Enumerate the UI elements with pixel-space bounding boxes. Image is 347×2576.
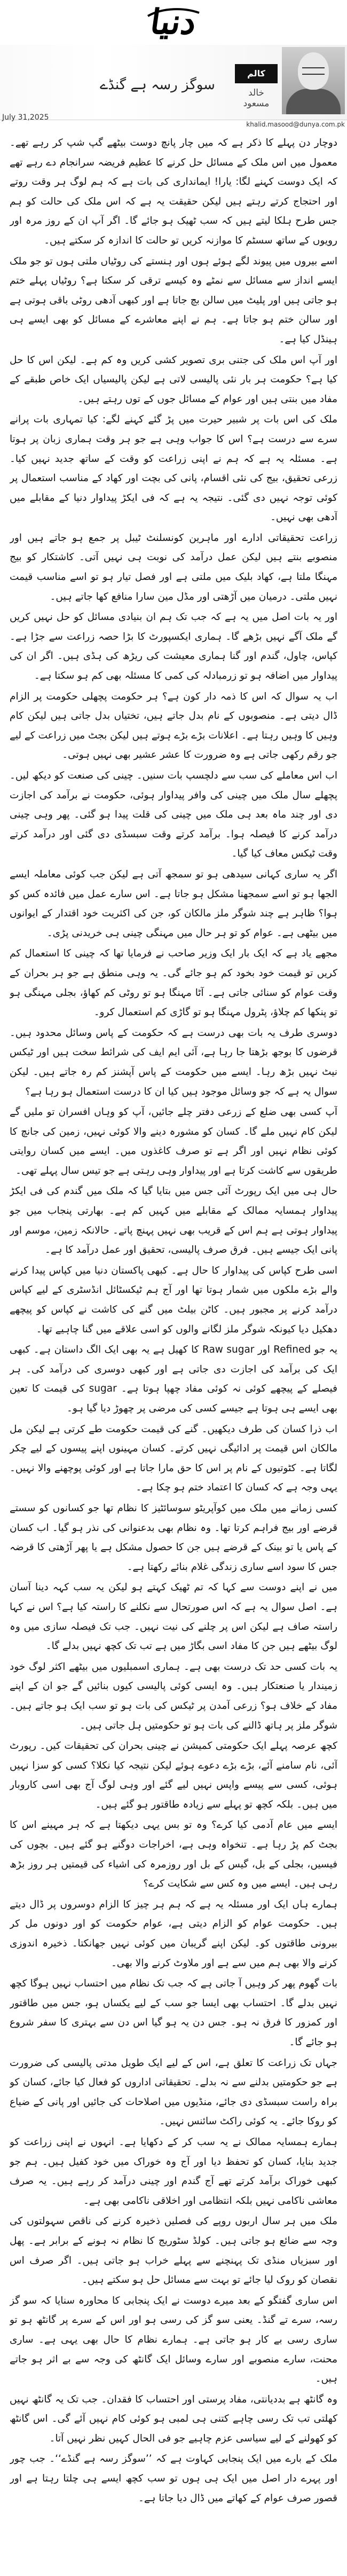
article-paragraph: کسی زمانے میں ملک میں کوآپریٹو سوسائٹیز کا نظام تھا جو کسانوں کو سستے قرضے اور بیج فراہم کرتا تھا۔ وہ نظام بھی بدعنوانی کی نذر ہو گیا۔ اب کسان کے پاس یا تو بینک کے قرضے ہیں جن کا حصول مشکل ہے یا پھر آڑھتی کا قرضہ جس کا سود اسے ساری زندگی غلام بنائے رکھتا ہے۔ bbox=[10, 1502, 337, 1573]
article-paragraph: ملک کے بارے میں ایک پنجابی کہاوت ہے کہ ’’سوگز رسہ ہے گنڈے‘‘۔ جب چور اور پہرے دار اصل میں ایک ہی ہوں تو سب کچھ ایسے ہی چلتا رہتا ہے اور قصور صرف عوام کے کھاتے میں ڈال دیا جاتا ہے۔ bbox=[10, 2453, 337, 2504]
article-paragraph: بات گھوم پھر کر وہیں آ جاتی ہے کہ جب تک نظام میں احتساب نہیں ہوگا کچھ نہیں بدلے گا۔ احتساب بھی ایسا جو سب کے لیے یکساں ہو، جس میں طاقتور اور کمزور کا فرق نہ ہو۔ جس دن یہ ہو گیا اس دن سے بہتری کا سفر شروع ہو جائے گا۔ bbox=[10, 1978, 337, 2048]
article-paragraph: اس ساری گفتگو کے بعد میرے دوست نے ایک پنجابی کا محاورہ سنایا کہ سو گز رسہ، سرے تے گنڈ۔ یعنی سو گز کی رسی ہو اور اس کے سرے پر گانٹھ ہو تو ساری رسی بے کار ہو جاتی ہے۔ ہمارے نظام کا حال بھی یہی ہے۔ ساری محنت، سارے منصوبے اور سارے وسائل ایک گانٹھ کی وجہ سے بے اثر ہو جاتے ہیں۔ bbox=[10, 2295, 337, 2385]
article-paragraph: آپ کسی بھی ضلع کے زرعی دفتر چلے جائیں، آپ کو وہاں افسران تو ملیں گے لیکن کام نہیں ملے گا۔ کسان کو مشورہ دینے والا کوئی نہیں، زمین کی جانچ کا کوئی نظام نہیں اور اگر ہے تو صرف کاغذوں میں۔ ایسے میں کسان روایتی طریقوں سے کاشت کرتا ہے اور پیداوار وہی رہتی ہے جو تیس سال پہلے تھی۔ bbox=[10, 1106, 337, 1176]
article-paragraph: مجھے یاد ہے کہ ایک بار ایک وزیر صاحب نے فرمایا تھا کہ چینی کا استعمال کم کریں تو قیمت خود بخود کم ہو جائے گی۔ یہ وہی منطق ہے جو ہر بحران کے وقت عوام کو سنائی جاتی ہے۔ آٹا مہنگا ہو تو روٹی کم کھاؤ، بجلی مہنگی ہو تو پنکھا کم چلاؤ، پٹرول مہنگا ہو تو گاڑی کم استعمال کرو۔ bbox=[10, 948, 337, 1018]
article-paragraph: اب ذرا کسان کی طرف دیکھیں۔ گنے کی قیمت حکومت طے کرتی ہے لیکن مل مالکان اس قیمت پر ادائیگی نہیں کرتے۔ کسان مہینوں اپنے پیسوں کے لیے چکر لگاتا ہے۔ کٹوتیوں کے نام پر اس کا حق مارا جاتا ہے اور کوئی پوچھنے والا نہیں۔ یہی وجہ ہے کہ کسان کا اعتماد ختم ہو چکا ہے۔ bbox=[10, 1423, 337, 1494]
article-body bbox=[10, 133, 337, 2558]
author-email: khalid.masood@dunya.com.pk bbox=[246, 121, 345, 128]
article-paragraph: جہاں تک زراعت کا تعلق ہے، اس کے لیے ایک طویل مدتی پالیسی کی ضرورت ہے جو حکومتیں بدلنے سے نہ بدلے۔ تحقیقاتی اداروں کو فعال کیا جائے، کسان کو براہ راست سبسڈی دی جائے، منڈیوں میں اصلاحات کی جائیں اور پانی کے ضیاع کو روکا جائے۔ یہ کوئی راکٹ سائنس نہیں۔ bbox=[10, 2057, 337, 2127]
article-paragraph: دوچار دن پہلے کا ذکر ہے کہ میں چار پانچ دوست بیٹھے گپ شپ کر رہے تھے۔ معمول میں اس ملک کے مسائل حل کرنے کا عظیم فریضہ سرانجام دے رہے تھے کہ ایک دوست کہنے لگا: یارا! ایمانداری کی بات ہے کہ ہم لوگ ہر وقت روتے اور احتجاج کرتے رہتے ہیں لیکن حقیقت یہ ہے کہ اس ملک کی حالت کو ہم جس طرح ہلکا لیتے ہیں کہ سب ٹھیک ہو جائے گا۔ اگر آپ ان کے روز مرہ اور رویوں کے ساتھ سسٹم کا موازنہ کریں تو حالت کا اندازہ کر سکتے ہیں۔ bbox=[10, 137, 337, 246]
author-name: خالد مسعود bbox=[243, 88, 270, 109]
article-paragraph: وہ گانٹھ ہے بددیانتی، مفاد پرستی اور احتساب کا فقدان۔ جب تک یہ گانٹھ نہیں کھلتی تب تک رسی چاہے کتنی ہی لمبی ہو کوئی کام نہیں آئے گی۔ اس گانٹھ کو کھولنے کے لیے سیاسی عزم چاہیے جو فی الحال کہیں نظر نہیں آتا۔ bbox=[10, 2393, 337, 2444]
article-paragraph: حال ہی میں ایک رپورٹ آئی جس میں بتایا گیا کہ ملک میں گندم کی فی ایکڑ پیداوار ہمسایہ ممالک کے مقابلے میں کہیں کم ہے۔ بھارتی پنجاب میں جو پیداوار ہوتی ہے ہم اس کے قریب بھی نہیں پہنچ پاتے۔ حالانکہ زمین، موسم اور پانی ایک جیسے ہیں۔ فرق صرف پالیسی، تحقیق اور عمل درآمد کا ہے۔ bbox=[10, 1185, 337, 1256]
article-paragraph: اگر یہ ساری کہانی سیدھی ہو تو سمجھ آتی ہے لیکن جب کوئی معاملہ ایسے الجھا ہو تو اسے سمجھنا مشکل ہو جاتا ہے۔ اس سارے عمل میں فائدہ کس کو ہوا؟ ظاہر ہے چند شوگر ملز مالکان کو، جن کی اکثریت خود اقتدار کے ایوانوں میں بیٹھی ہے۔ عوام کو تو ہر حال میں مہنگی چینی ہی خریدنی پڑی۔ bbox=[10, 868, 337, 939]
article-paragraph: اسے بیروں میں پیوند لگے ہوئے ہوں اور ہنستے کی روٹیاں ملتی ہوں تو جو ملک ایسے انداز سے مسائل سے نمٹے وہ کیسے ترقی کر سکتا ہے؟ روٹیاں پہلے ختم ہو جاتی ہیں اور پلیٹ میں سالن بچ جاتا ہے اور کبھی آدھی روٹی باقی ہوتی ہے اور سالن ختم ہو جاتا ہے۔ ہم نے اپنے معاشرے کے مسائل کو بھی ایسے ہی ہینڈل کیا ہے۔ bbox=[10, 255, 337, 345]
article-paragraph: اور آپ اس ملک کی جتنی بری تصویر کشی کریں وہ کم ہے۔ لیکن اس کا حل کیا ہے؟ حکومت ہر بار نئی پالیسی لاتی ہے لیکن پالیسیاں ایک خاص طبقے کے مفاد میں بنتی ہیں اور عوام کے مسائل جوں کے توں رہتے ہیں۔ bbox=[10, 354, 337, 405]
column-headline: سوگز رسہ ہے گنڈے bbox=[100, 77, 215, 93]
article-paragraph: میں نے اپنے دوست سے کہا کہ تم ٹھیک کہتے ہو لیکن یہ سب کہہ دینا آسان ہے۔ اصل سوال یہ ہے کہ اس صورتحال سے نکلنے کا راستہ کیا ہے؟ اس نے کہا راستہ صاف ہے لیکن اس پر چلنے کی نیت نہیں۔ جب تک فیصلہ سازی میں وہ لوگ بیٹھے ہیں جن کا مفاد اسی بگاڑ میں ہے تب تک کچھ نہیں بدلے گا۔ bbox=[10, 1582, 337, 1652]
column-header bbox=[0, 45, 347, 120]
article-paragraph: زراعت تحقیقاتی ادارے اور ماہرین کونسلنٹ ٹیبل پر جمع ہو جاتے ہیں اور منصوبے بنتے ہیں لیکن عمل درآمد کی نوبت ہی نہیں آتی۔ کاشتکار کو بیج مہنگا ملتا ہے، کھاد بلیک میں ملتی ہے اور فصل تیار ہو تو اسے مناسب قیمت نہیں ملتی۔ درمیان میں آڑھتی اور مڈل مین سارا منافع کھا جاتے ہیں۔ bbox=[10, 532, 337, 602]
author-photo bbox=[282, 47, 345, 114]
dunya-logo bbox=[136, 2, 211, 43]
article-paragraph: یہ جو Refined اور Raw sugar کا کھیل ہے یہ بھی ایک الگ داستان ہے۔ کبھی ایک کی برآمد کی اجازت دی جاتی ہے اور کبھی دوسری کی درآمد کی۔ ہر فیصلے کے پیچھے کوئی نہ کوئی مفاد چھپا ہوتا ہے۔ sugar کی قیمت کا تعین بھی ایسے ہی ہوتا ہے جیسے کسی کی مرضی پر چھوڑ دیا گیا ہو۔ bbox=[10, 1344, 337, 1414]
article-paragraph: اب اس معاملے کی سب سے دلچسپ بات سنیں۔ چینی کی صنعت کو دیکھ لیں۔ پچھلے سال ملک میں چینی کی وافر پیداوار ہوئی، حکومت نے برآمد کی اجازت دی اور چند ماہ بعد ہی ملک میں چینی کی قلت پیدا ہو گئی۔ پھر وہی چینی درآمد کرنے کا فیصلہ ہوا۔ برآمد کرتے وقت سبسڈی دی گئی اور درآمد کرتے وقت ٹیکس معاف کیا گیا۔ bbox=[10, 770, 337, 860]
column-badge: کالم bbox=[235, 64, 278, 83]
article-paragraph: کچھ عرصہ پہلے ایک حکومتی کمیشن نے چینی بحران کی تحقیقات کیں۔ رپورٹ آئی، نام سامنے آئے، بڑے بڑے دعوے ہوئے لیکن نتیجہ کیا نکلا؟ کسی کو سزا نہیں ہوئی، کسی سے پیسے واپس نہیں لیے گئے اور وہی لوگ آج بھی اسی کاروبار میں ہیں۔ بلکہ کچھ تو پہلے سے زیادہ طاقتور ہو گئے ہیں۔ bbox=[10, 1740, 337, 1810]
publish-date: July 31,2025 bbox=[2, 113, 49, 122]
article-paragraph: ایسے میں عام آدمی کیا کرے؟ وہ تو بس یہی دیکھتا ہے کہ ہر مہینے اس کا بجٹ کم پڑ رہا ہے۔ تنخواہ وہی ہے، اخراجات دوگنے ہو گئے ہیں۔ بچوں کی فیسیں، بجلی کے بل، گیس کے بل اور روزمرہ کی اشیاء کی قیمتیں ہر روز بڑھ رہی ہیں۔ ایسے میں وہ کس سے شکایت کرے؟ bbox=[10, 1819, 337, 1890]
author-photo-body bbox=[286, 89, 341, 114]
article-paragraph: اب یہ سوال کہ اس کا ذمہ دار کون ہے؟ ہر حکومت پچھلی حکومت پر الزام ڈال دیتی ہے۔ منصوبوں کے نام بدل جاتے ہیں، تختیاں بدل جاتی ہیں لیکن کام وہیں کا وہیں رہتا ہے۔ اعلانات بڑے بڑے ہوتے ہیں لیکن بجٹ میں زراعت کے لیے جو رقم رکھی جاتی ہے وہ ضرورت کا عشر عشیر بھی نہیں ہوتی۔ bbox=[10, 690, 337, 761]
article-paragraph: ملک کی اس بات پر شبیر حیرت میں پڑ گئے کہنے لگے: کیا تمہاری بات پرانے سرے سے درست ہے؟ اس کا جواب وہی ہے جو ہر وقت ہماری زبان پر ہوتا ہے۔ مسئلہ یہ ہے کہ ہم نے اپنی زراعت کو وقت کے ساتھ جدید نہیں کیا۔ زرعی تحقیق، بیج کی نئی اقسام، پانی کی بچت اور کھاد کے مناسب استعمال پر کوئی توجہ نہیں دی گئی۔ نتیجہ یہ ہے کہ فی ایکڑ پیداوار دنیا کے مقابلے میں آدھی بھی نہیں۔ bbox=[10, 414, 337, 523]
glasses-icon bbox=[302, 67, 325, 75]
article-paragraph: اسی طرح کپاس کی پیداوار کا حال ہے۔ کبھی پاکستان دنیا میں کپاس پیدا کرنے والے بڑے ملکوں میں شمار ہوتا تھا اور آج ہم ٹیکسٹائل انڈسٹری کے لیے کپاس درآمد کرنے پر مجبور ہیں۔ کاٹن بیلٹ میں گنے کی کاشت نے کپاس کو پیچھے دھکیل دیا کیونکہ شوگر ملز لگانے والوں کو اسی علاقے میں گنا چاہیے تھا۔ bbox=[10, 1265, 337, 1335]
article-paragraph: ملک میں ہر سال اربوں روپے کی فصلیں ذخیرہ کرنے کی ناقص سہولتوں کی وجہ سے ضائع ہو جاتی ہیں۔ کولڈ سٹوریج کا نظام نہ ہونے کے برابر ہے۔ پھل اور سبزیاں منڈی تک پہنچنے سے پہلے خراب ہو جاتی ہیں۔ اگر صرف اس نقصان کو روک لیا جائے تو بہت سے مسائل حل ہو سکتے ہیں۔ bbox=[10, 2216, 337, 2286]
logo-text: دنیا bbox=[148, 2, 199, 42]
article-paragraph: ہمارے ہمسایہ ممالک نے یہ سب کر کے دکھایا ہے۔ انہوں نے اپنی زراعت کو جدید بنایا، کسان کو تحفظ دیا اور آج وہ خوراک میں خود کفیل ہیں۔ ہم جو کبھی خوراک برآمد کرتے تھے آج گندم اور چینی درآمد کر رہے ہیں۔ یہ صرف معاشی ناکامی نہیں بلکہ انتظامی اور اخلاقی ناکامی بھی ہے۔ bbox=[10, 2136, 337, 2206]
article-paragraph: اور یہ بات اصل میں یہ ہے کہ جب تک ہم ان بنیادی مسائل کو حل نہیں کریں گے ملک آگے نہیں بڑھے گا۔ ہماری ایکسپورٹ کا بڑا حصہ زراعت سے جڑا ہے۔ کپاس، چاول، گندم اور گنا ہماری معیشت کی ریڑھ کی ہڈی ہیں۔ اگر ان کی پیداوار میں اضافہ ہو تو زرمبادلہ کی کمی کا مسئلہ بھی کم ہو سکتا ہے۔ bbox=[10, 611, 337, 682]
masthead bbox=[0, 0, 347, 45]
article-paragraph: ہمارے ہاں ایک اور مسئلہ یہ ہے کہ ہم ہر چیز کا الزام دوسروں پر ڈال دیتے ہیں۔ حکومت عوام کو الزام دیتی ہے، عوام حکومت کو اور دونوں مل کر بیرونی طاقتوں کو۔ لیکن اپنے گریبان میں کوئی نہیں جھانکتا۔ ذخیرہ اندوزی کرنے والا بھی ہم میں سے ہے اور ملاوٹ کرنے والا بھی۔ bbox=[10, 1898, 337, 1969]
article-paragraph: یہ بات کسی حد تک درست بھی ہے۔ ہماری اسمبلیوں میں بیٹھے اکثر لوگ خود زمیندار یا صنعتکار ہیں۔ وہ ایسی کوئی پالیسی کیوں بنائیں گے جو ان کے اپنے مفاد کے خلاف ہو؟ زرعی آمدن پر ٹیکس کی بات ہو تو سب ایک ہو جاتے ہیں۔ شوگر ملز پر ہاتھ ڈالنے کی بات ہو تو حکومتیں ہل جاتی ہیں۔ bbox=[10, 1661, 337, 1731]
article-paragraph: دوسری طرف یہ بات بھی درست ہے کہ حکومت کے پاس وسائل محدود ہیں۔ قرضوں کا بوجھ بڑھتا جا رہا ہے، آئی ایم ایف کی شرائط سخت ہیں اور ٹیکس نیٹ نہیں بڑھ رہا۔ ایسے میں حکومت کے پاس آپشنز کم رہ جاتے ہیں۔ لیکن سوال یہ ہے کہ جو وسائل موجود ہیں کیا ان کا درست استعمال ہو رہا ہے؟ bbox=[10, 1027, 337, 1097]
